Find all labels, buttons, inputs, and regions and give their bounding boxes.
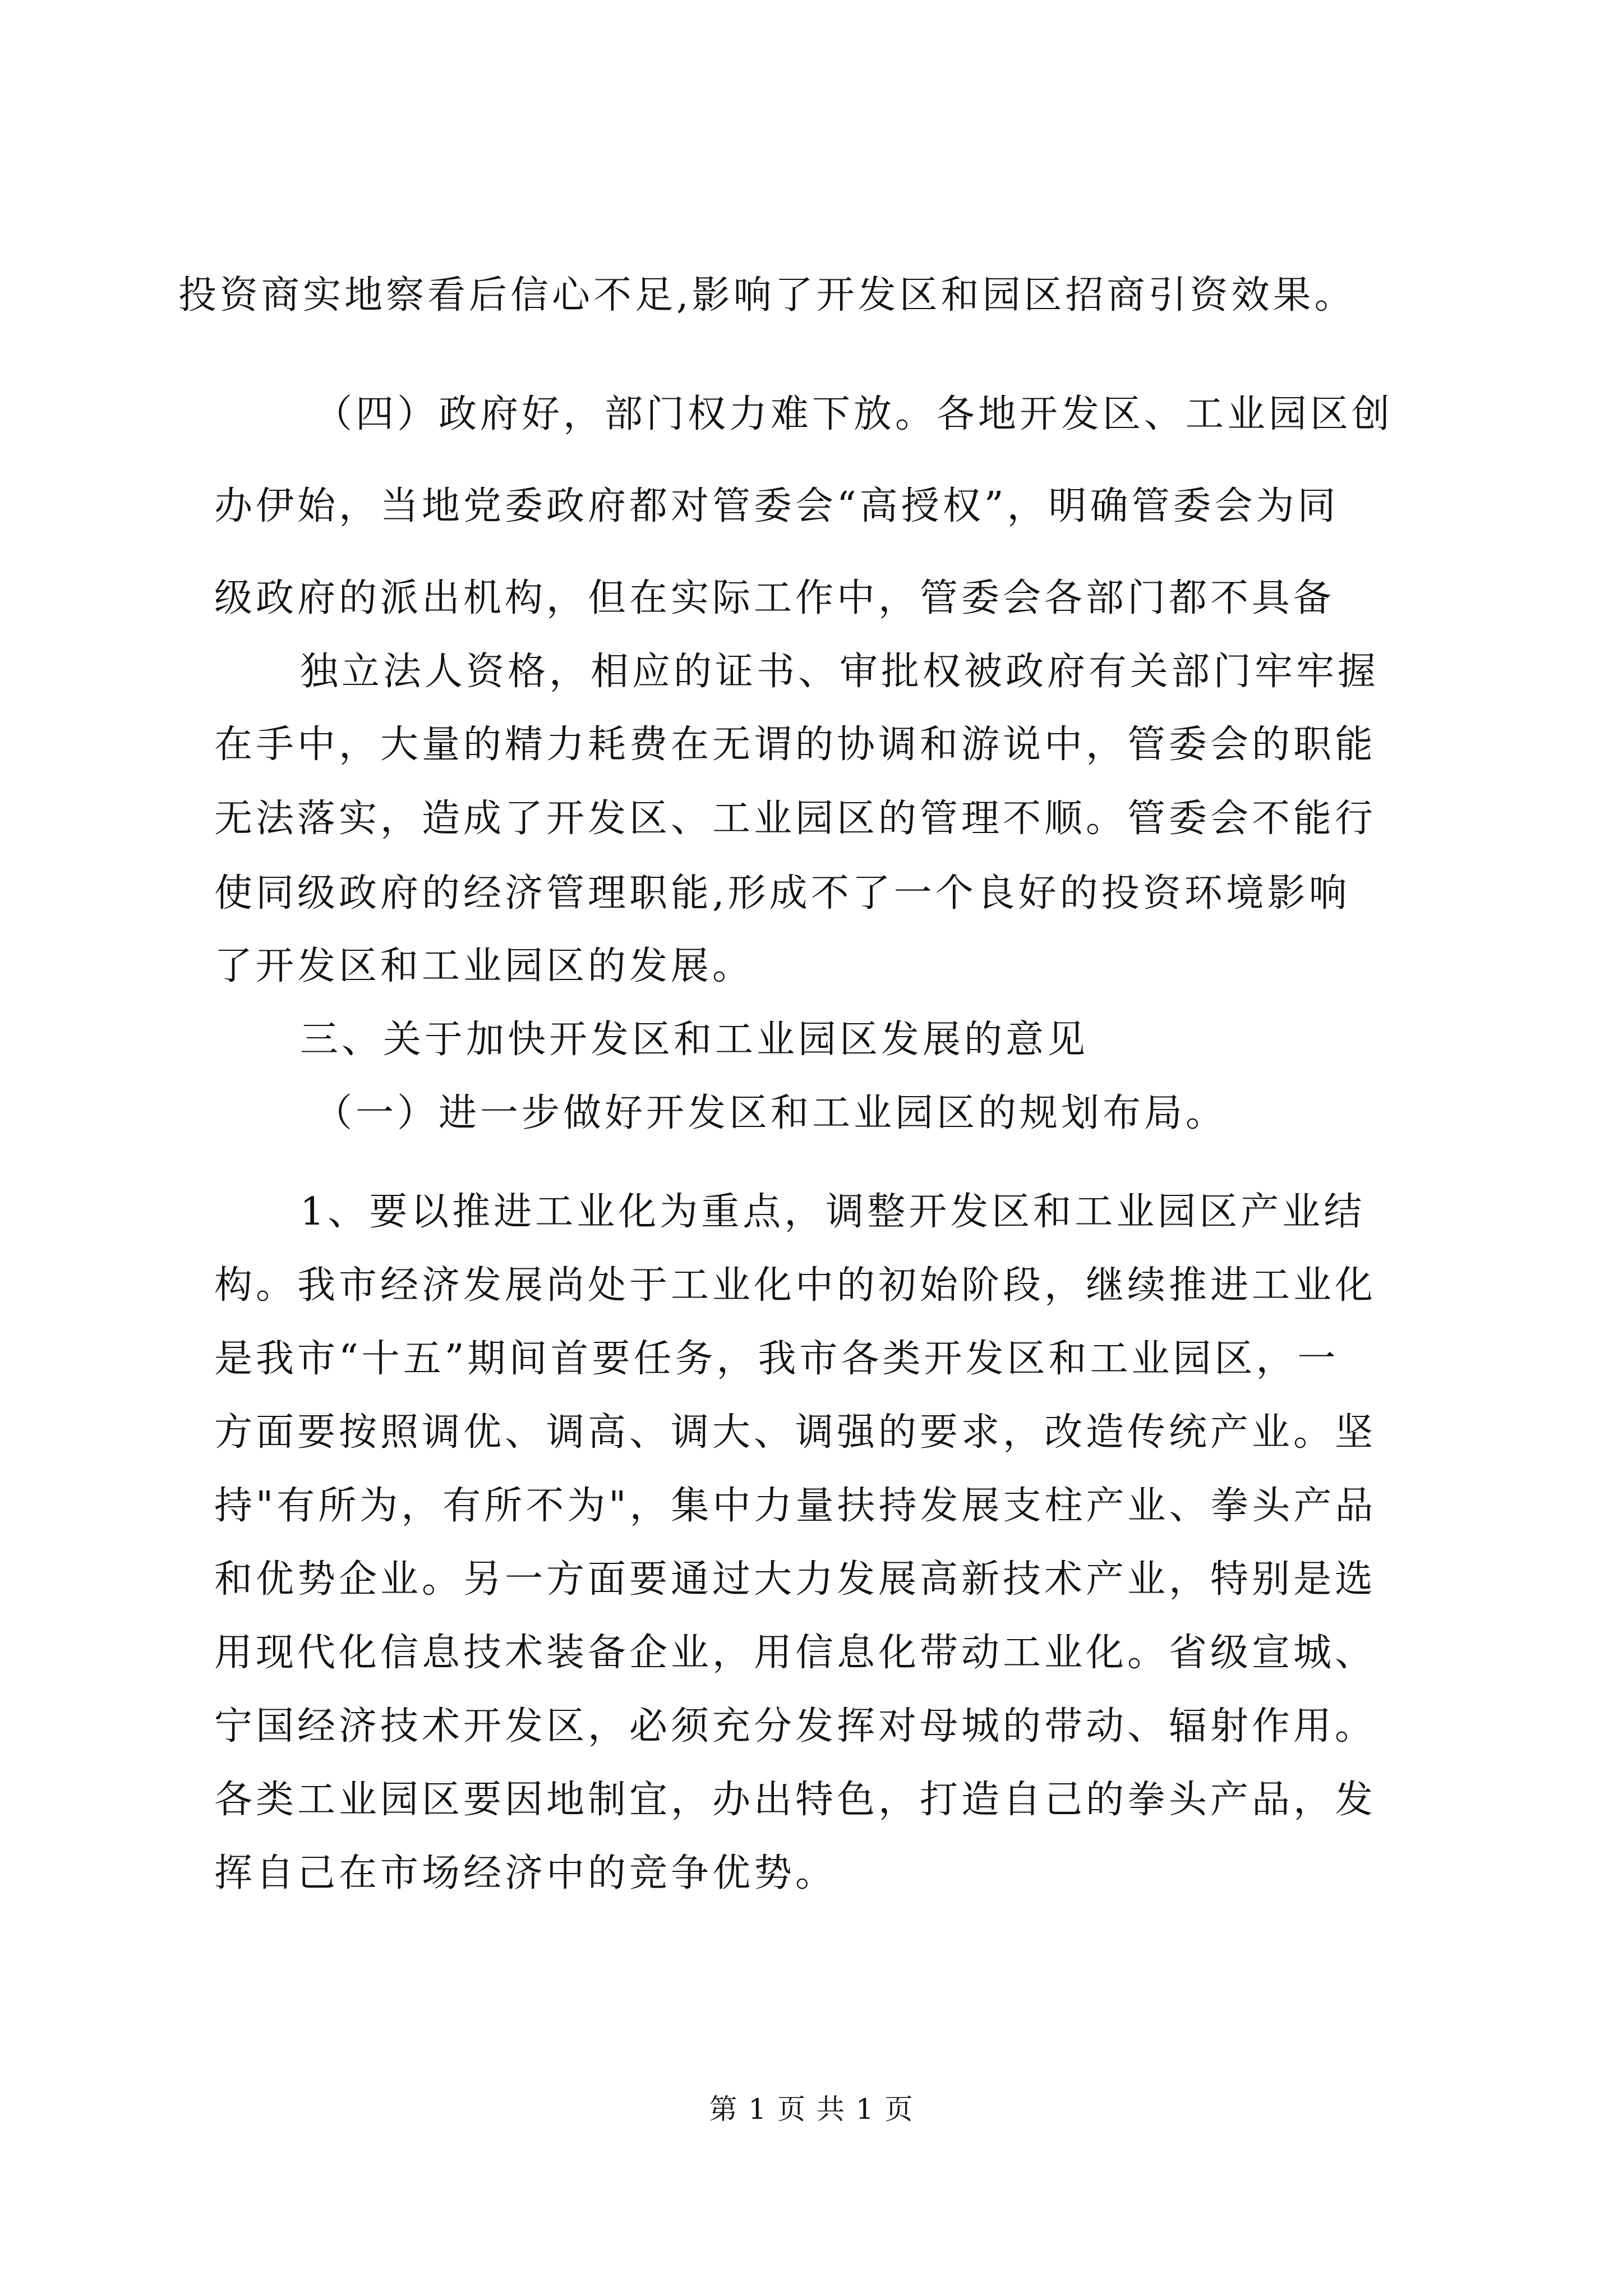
text-line: （四）政府好，部门权力难下放。各地开发区、工业园区创	[314, 392, 1394, 436]
text-line: 了开发区和工业园区的发展。	[214, 944, 754, 988]
text-line: 在手中，大量的精力耗费在无谓的协调和游说中，管委会的职能	[214, 723, 1377, 767]
text-line: 1、要以推进工业化为重点，调整开发区和工业园区产业结	[300, 1190, 1366, 1234]
text-line: 无法落实，造成了开发区、工业园区的管理不顺。管委会不能行	[214, 797, 1377, 841]
text-line: 投资商实地察看后信心不足,影响了开发区和园区招商引资效果。	[178, 273, 1356, 318]
page-footer: 第 1 页 共 1 页	[709, 2093, 914, 2125]
text-line: 使同级政府的经济管理职能,形成不了一个良好的投资环境影响	[214, 871, 1350, 915]
section-heading: 三、关于加快开发区和工业园区发展的意见	[300, 1018, 1089, 1062]
text-line: 和优势企业。另一方面要通过大力发展高新技术产业，特别是选	[214, 1557, 1377, 1602]
text-line: 方面要按照调优、调高、调大、调强的要求，改造传统产业。坚	[214, 1410, 1377, 1455]
text-line: 挥自己在市场经济中的竞争优势。	[214, 1851, 837, 1895]
text-line: 用现代化信息技术装备企业，用信息化带动工业化。省级宣城、	[214, 1631, 1377, 1675]
text-line: 是我市“十五”期间首要任务，我市各类开发区和工业园区，一	[214, 1337, 1339, 1381]
text-line: 各类工业园区要因地制宜，办出特色，打造自己的拳头产品，发	[214, 1778, 1377, 1822]
subsection-heading: （一）进一步做好开发区和工业园区的规划布局。	[314, 1091, 1228, 1135]
text-line: 独立法人资格，相应的证书、审批权被政府有关部门牢牢握	[300, 650, 1380, 694]
text-line: 持"有所为，有所不为"，集中力量扶持发展支柱产业、拳头产品	[214, 1484, 1377, 1528]
text-line: 办伊始，当地党委政府都对管委会“高授权”，明确管委会为同	[214, 484, 1339, 528]
text-line: 宁国经济技术开发区，必须充分发挥对母城的带动、辐射作用。	[214, 1704, 1377, 1749]
text-line: 级政府的派出机构，但在实际工作中，管委会各部门都不具备	[214, 576, 1335, 620]
text-line: 构。我市经济发展尚处于工业化中的初始阶段，继续推进工业化	[214, 1263, 1377, 1308]
